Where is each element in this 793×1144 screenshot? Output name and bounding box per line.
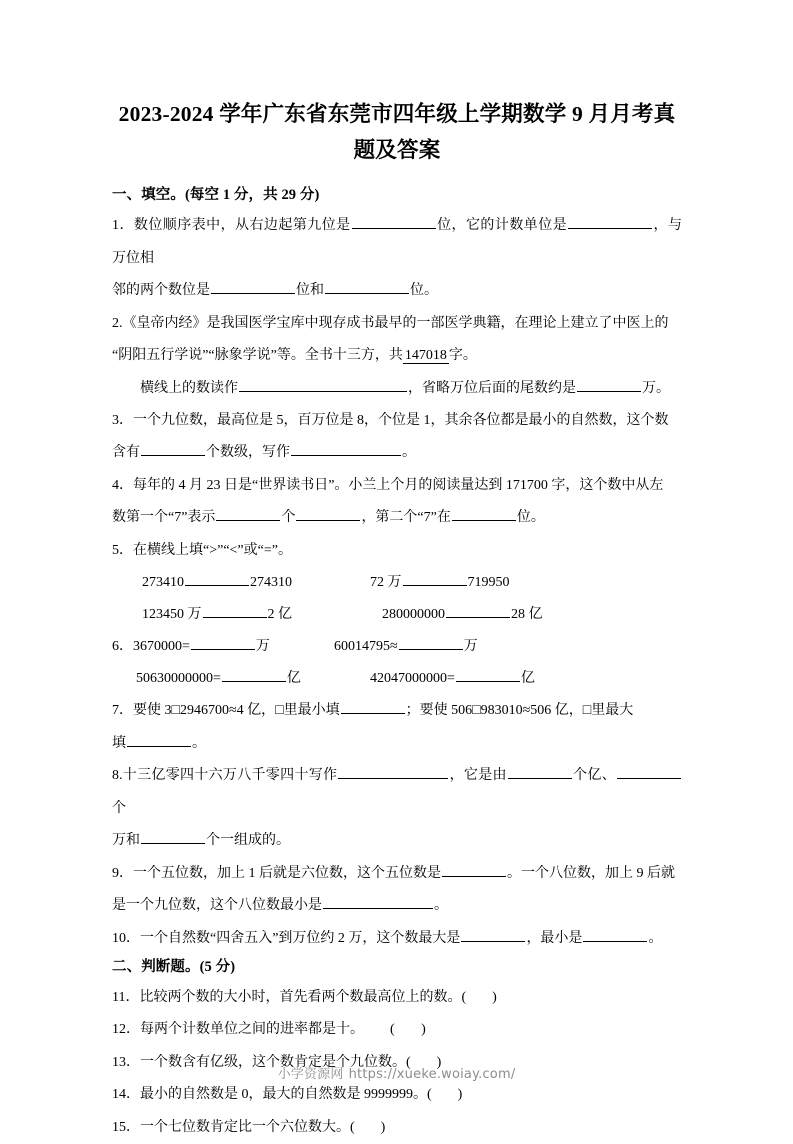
answer-blank[interactable] bbox=[583, 927, 647, 942]
question-13-text: 13．一个数含有亿级，这个数肯定是个九位数。( bbox=[112, 1055, 411, 1070]
answer-blank[interactable] bbox=[141, 441, 205, 456]
question-3-text-c: 个数级，写作 bbox=[206, 445, 290, 460]
question-14-text: 14．最小的自然数是 0，最大的自然数是 9999999。( bbox=[112, 1087, 432, 1102]
page-title: 2023-2024 学年广东省东莞市四年级上学期数学 9 月月考真题及答案 bbox=[112, 96, 682, 168]
answer-blank[interactable] bbox=[403, 571, 467, 586]
answer-blank[interactable] bbox=[291, 441, 401, 456]
question-7 bbox=[112, 695, 682, 760]
question-11-close-paren: ) bbox=[492, 990, 497, 1005]
question-12-open-paren: ( bbox=[390, 1022, 395, 1037]
answer-blank[interactable] bbox=[141, 829, 205, 844]
question-9-text-c: 是一个九位数，这个八位数最小是 bbox=[112, 898, 322, 913]
comparison-right: 719950 bbox=[468, 575, 510, 590]
question-10-text-c: 。 bbox=[648, 931, 662, 946]
comparison-pair bbox=[370, 567, 682, 599]
answer-blank[interactable] bbox=[568, 214, 652, 229]
question-8 bbox=[112, 760, 682, 858]
answer-blank[interactable] bbox=[127, 732, 191, 747]
question-12-text: 12．每两个计数单位之间的进率都是十。 bbox=[112, 1022, 364, 1037]
question-2-subline bbox=[112, 373, 682, 405]
question-5-row bbox=[112, 567, 682, 599]
question-10 bbox=[112, 923, 682, 954]
question-4-text-b: 数第一个“7”表示 bbox=[112, 510, 215, 525]
answer-blank[interactable] bbox=[296, 506, 360, 521]
question-1-text-e: 位和 bbox=[296, 283, 324, 298]
question-7-text-a: 7．要使 3□2946700≈4 亿，□里最小填 bbox=[112, 703, 340, 718]
comparison-left: 280000000 bbox=[382, 607, 445, 622]
comparison-left: 72 万 bbox=[370, 575, 402, 590]
comparison-right: 28 亿 bbox=[511, 607, 543, 622]
question-3-text-d: 。 bbox=[402, 445, 416, 460]
question-3-text-b: 含有 bbox=[112, 445, 140, 460]
question-4-text-a: 4．每年的 4 月 23 日是“世界读书日”。小兰上个月的阅读量达到 171700 字，这个数中从左 bbox=[112, 478, 663, 493]
question-5-prompt: 5．在横线上填“>”“<”或“=”。 bbox=[112, 535, 682, 568]
comparison-pair bbox=[142, 599, 370, 631]
question-12 bbox=[112, 1014, 682, 1047]
underlined-number: 147018 bbox=[403, 348, 449, 364]
question-14 bbox=[112, 1079, 682, 1112]
question-2-text-d: 横线上的数读作 bbox=[140, 381, 238, 396]
question-9 bbox=[112, 858, 682, 923]
section-heading-fill-in-blank: 一、填空。(每空 1 分，共 29 分) bbox=[112, 182, 682, 208]
question-4-text-d: ，第二个“7”在 bbox=[361, 510, 450, 525]
equation-item bbox=[136, 663, 358, 695]
question-15 bbox=[112, 1112, 682, 1144]
answer-blank[interactable] bbox=[341, 699, 405, 714]
section-heading-true-false: 二、判断题。(5 分) bbox=[112, 954, 682, 980]
question-2-text-a: 2.《皇帝内经》是我国医学宝库中现存成书最早的一部医学典籍，在理论上建立了中医上的 bbox=[112, 316, 669, 331]
answer-blank[interactable] bbox=[508, 764, 572, 779]
answer-blank[interactable] bbox=[399, 635, 463, 650]
question-14-close-paren: ) bbox=[458, 1087, 463, 1102]
question-4-text-e: 位。 bbox=[517, 510, 545, 525]
question-13-close-paren: ) bbox=[437, 1055, 442, 1070]
question-7-text-b: ；要使 506□983010≈506 亿，□里最大 bbox=[406, 703, 634, 718]
answer-blank[interactable] bbox=[191, 635, 255, 650]
question-8-text-d: 个 bbox=[112, 801, 126, 816]
question-15-text: 15．一个七位数肯定比一个六位数大。( bbox=[112, 1120, 355, 1135]
comparison-right: 274310 bbox=[250, 575, 292, 590]
question-9-text-a: 9．一个五位数，加上 1 后就是六位数，这个五位数是 bbox=[112, 866, 441, 881]
answer-blank[interactable] bbox=[338, 764, 448, 779]
question-2-text-e: ，省略万位后面的尾数约是 bbox=[408, 381, 576, 396]
comparison-pair bbox=[142, 567, 370, 599]
question-8-text-b: ，它是由 bbox=[449, 768, 507, 783]
equation-left: 60014795≈ bbox=[334, 639, 398, 654]
question-11-text: 11．比较两个数的大小时，首先看两个数最高位上的数。( bbox=[112, 990, 466, 1005]
equation-item bbox=[334, 631, 682, 663]
exam-body bbox=[112, 182, 682, 1144]
question-3-text-a: 3．一个九位数，最高位是 5，百万位是 8，个位是 1，其余各位都是最小的自然数，这个数 bbox=[112, 413, 669, 428]
comparison-left: 123450 万 bbox=[142, 607, 202, 622]
question-4-text-c: 个 bbox=[281, 510, 295, 525]
question-4 bbox=[112, 470, 682, 535]
equation-unit: 亿 bbox=[287, 671, 301, 686]
question-1-text-a: 1．数位顺序表中，从右边起第九位是 bbox=[112, 218, 351, 233]
answer-blank[interactable] bbox=[325, 279, 409, 294]
question-10-text-b: ，最小是 bbox=[526, 931, 582, 946]
equation-left: 42047000000= bbox=[370, 671, 455, 686]
answer-blank[interactable] bbox=[222, 667, 286, 682]
question-11 bbox=[112, 982, 682, 1015]
question-1-text-b: 位，它的计数单位是 bbox=[437, 218, 567, 233]
equation-unit: 万 bbox=[256, 639, 270, 654]
footer-site-name: 小学资源网 bbox=[278, 1067, 344, 1082]
comparison-pair bbox=[370, 599, 682, 631]
question-2 bbox=[112, 308, 682, 373]
answer-blank[interactable] bbox=[352, 214, 436, 229]
question-3 bbox=[112, 405, 682, 470]
answer-blank[interactable] bbox=[617, 764, 681, 779]
answer-blank[interactable] bbox=[442, 862, 506, 877]
question-6-row bbox=[112, 663, 682, 695]
question-7-text-c: 填 bbox=[112, 736, 126, 751]
answer-blank[interactable] bbox=[239, 377, 407, 392]
question-1-text-c: ，与万位相 bbox=[112, 218, 682, 266]
question-2-text-c: 字。 bbox=[449, 348, 477, 363]
footer-watermark bbox=[0, 1063, 793, 1082]
answer-blank[interactable] bbox=[456, 667, 520, 682]
answer-blank[interactable] bbox=[203, 603, 267, 618]
equation-unit: 万 bbox=[464, 639, 478, 654]
equation-left: 6．3670000= bbox=[112, 639, 190, 654]
question-9-text-b: 。一个八位数，加上 9 后就 bbox=[507, 866, 675, 881]
question-8-text-a: 8.十三亿零四十六万八千零四十写作 bbox=[112, 768, 337, 783]
question-1 bbox=[112, 210, 682, 308]
question-5-row bbox=[112, 599, 682, 631]
question-8-text-e: 万和 bbox=[112, 833, 140, 848]
answer-blank[interactable] bbox=[461, 927, 525, 942]
answer-blank[interactable] bbox=[323, 894, 433, 909]
equation-item bbox=[358, 663, 682, 695]
question-9-text-d: 。 bbox=[434, 898, 448, 913]
question-7-text-d: 。 bbox=[192, 736, 206, 751]
question-6-row bbox=[112, 631, 682, 663]
answer-blank[interactable] bbox=[446, 603, 510, 618]
equation-item bbox=[112, 631, 334, 663]
answer-blank[interactable] bbox=[216, 506, 280, 521]
question-12-close-paren: ) bbox=[421, 1022, 426, 1037]
question-2-text-b: “阴阳五行学说”“脉象学说”等。全书十三方，共 bbox=[112, 348, 403, 363]
answer-blank[interactable] bbox=[577, 377, 641, 392]
answer-blank[interactable] bbox=[211, 279, 295, 294]
comparison-right: 2 亿 bbox=[268, 607, 293, 622]
equation-left: 50630000000= bbox=[136, 671, 221, 686]
footer-url[interactable]: https://xueke.woiay.com/ bbox=[349, 1067, 516, 1082]
question-1-text-f: 位。 bbox=[410, 283, 438, 298]
question-8-text-c: 个亿、 bbox=[573, 768, 616, 783]
answer-blank[interactable] bbox=[185, 571, 249, 586]
answer-blank[interactable] bbox=[452, 506, 516, 521]
question-1-text-d: 邻的两个数位是 bbox=[112, 283, 210, 298]
equation-unit: 亿 bbox=[521, 671, 535, 686]
question-15-close-paren: ) bbox=[381, 1120, 386, 1135]
question-10-text-a: 10．一个自然数“四舍五入”到万位约 2 万，这个数最大是 bbox=[112, 931, 460, 946]
question-8-text-f: 个一组成的。 bbox=[206, 833, 290, 848]
comparison-left: 273410 bbox=[142, 575, 184, 590]
question-2-text-f: 万。 bbox=[642, 381, 670, 396]
